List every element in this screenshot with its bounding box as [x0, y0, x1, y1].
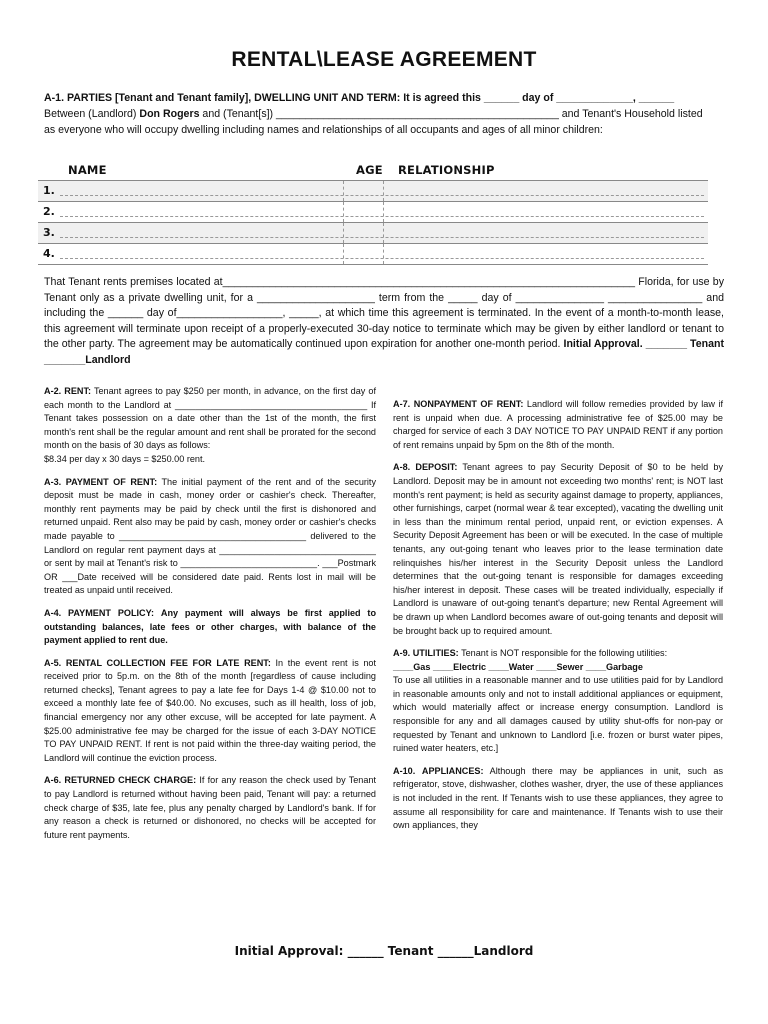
section-label: PAYMENT POLICY:	[68, 607, 155, 618]
section-label: RENTAL COLLECTION FEE FOR LATE RENT:	[65, 657, 271, 668]
header-name: NAME	[68, 163, 107, 177]
section-text: Tenant is NOT responsible for the following utilities:	[461, 648, 668, 659]
right-column	[393, 398, 723, 842]
parties-line-1: A-1. PARTIES [Tenant and Tenant family], DWELLING UNIT AND TERM: It is agreed this ______ day of _____________, ______	[44, 92, 675, 104]
section-appliances	[393, 765, 723, 833]
rent-proration: $8.34 per day x 30 days = $250.00 rent.	[44, 453, 206, 464]
document-title: RENTAL\LEASE AGREEMENT	[231, 48, 537, 71]
occupants-header	[38, 160, 708, 180]
header-relationship: RELATIONSHIP	[398, 163, 495, 177]
section-text: Any payment will always be first applied to outstanding balances, late fees or other charges, with balance of the payment applied to rent due.	[44, 607, 377, 646]
landlord-name: Don Rogers	[139, 108, 200, 120]
section-text: The initial payment of the rent and of the security deposit must be made in cash, money order or cashier's check. Thereafter, monthly rent payments may be paid by check until the first is dishonored and returned unpaid. Rent also may be paid by cash, money order or cashier's checks made payable to _____________________________________ delivered to the Landlord on regular rent payment days at _______________________________ or sent by mail at Tenant's risk to ___________________________. ___Postmark OR ___Date received will be considered date paid. Rents lost in mail will be treated as unpaid until received.	[44, 476, 377, 596]
section-nonpayment	[393, 398, 723, 452]
premises-clause	[44, 275, 724, 368]
header-age: AGE	[356, 163, 383, 177]
section-label: APPLIANCES:	[421, 765, 484, 776]
occupant-row[interactable]	[38, 180, 708, 201]
occupant-row[interactable]	[38, 243, 708, 264]
section-label: RENT:	[64, 386, 92, 396]
section-text: Landlord will follow remedies provided by law if rent is unpaid when due. A processing administrative fee of $25.00 may be charged for service of each 3 DAY NOTICE TO PAY UNPAID RENT if any portion of rent remains unpaid by 5pm on the 8th of the month.	[393, 399, 724, 450]
occupants-table	[38, 160, 708, 265]
section-number: A-10.	[393, 765, 416, 776]
section-rent	[44, 385, 376, 467]
row-number: 2.	[43, 205, 55, 218]
left-column	[44, 385, 376, 851]
section-number: A-4.	[44, 607, 62, 618]
section-payment-of-rent	[44, 476, 376, 598]
occupant-row[interactable]	[38, 222, 708, 243]
section-number: A-9.	[393, 648, 411, 659]
section-label: PAYMENT OF RENT:	[65, 476, 158, 487]
premises-text: That Tenant rents premises located at______________________________________________________________________ Florida, for use by Tenant only as a private dwelling unit, for a ____________________ term from the _____ day of _______________ ________________ and including the ______ day of__________________, _____, at which time this agreement is terminated. In the event of a month-to-month lease, this agreement will terminate upon receipt of a properly-executed 30-day notice to terminate which may be given by either landlord or tenant to the other party. The agreement may be automatically continued upon expiration for another one-month period.	[44, 276, 724, 350]
section-label: UTILITIES:	[412, 648, 459, 659]
section-label: DEPOSIT:	[415, 462, 458, 473]
row-number: 3.	[43, 226, 55, 239]
footer-initial-approval: Initial Approval: ______ Tenant ______Landlord	[234, 944, 534, 958]
section-text: If for any reason the check used by Tenant to pay Landlord is returned without having been paid, Tenant will pay: a returned check charge of $35, late fee, plus any penalty charged by Landlord's bank. If for any reason a check is returned or dishonored, no checks will be accepted for future rent payments.	[44, 775, 376, 840]
section-payment-policy	[44, 607, 376, 648]
section-utilities	[393, 647, 723, 756]
parties-between: Between (Landlord)	[44, 108, 137, 120]
section-text: In the event rent is not received prior to 5p.m. on the 8th of the month [regardless of cause including returned checks], Tenant agrees to pay a late fee for Days 1-4 @ $10.00 not to exceed a monthly late fee of $40.00. No excuses, such as ill health, loss of job, financial emergency nor any other excuse, will be accepted for late payment. A $25.00 administrative fee may be charged for the issue of each 3-DAY NOTICE TO PAY UNPAID RENT. If rent is not paid within the three-day waiting period, the Landlord will continue the eviction process.	[44, 657, 377, 763]
section-text: Tenant agrees to pay $250 per month, in advance, on the first day of each month to the Landlord at ______________________________________ If Tenant takes possession on a date other than the 1st of the month, the first month's rent shall be the regular amount and rent shall be prorated for the second month on the basis of 30 days as follows:	[44, 386, 376, 451]
section-number: A-3.	[44, 476, 62, 487]
parties-clause	[44, 90, 708, 138]
section-deposit	[393, 461, 723, 638]
section-text: To use all utilities in a reasonable manner and to use utilities paid for by Landlord in reasonable amounts only and not to install additional appliances or equipment, which would materially affect or increase energy consumption. Landlord is responsible for any and all damages caused by utility shut-offs for non-pay or requested by Tenant and unknown to Landlord [i.e. frozen or burst water pipes, ruined water heaters, etc.]	[393, 675, 723, 754]
section-number: A-8.	[393, 462, 411, 473]
section-text: Although there may be appliances in unit, such as refrigerator, stove, dishwasher, clothes washer, dryer, the use of these appliances is not included in the rent. If Tenants wish to use these appliances, they agree to assume all responsibility for care and maintenance. If Tenants wish to use their own appliances, they	[393, 765, 723, 831]
section-number: A-7.	[393, 399, 411, 409]
premises-initial-approval: Initial Approval. _______ Tenant _______Landlord	[44, 338, 724, 366]
section-late-fee	[44, 657, 376, 766]
section-text: Tenant agrees to pay Security Deposit of $0 to be held by Landlord. Deposit may be in amount not exceeding two months' rent; is NOT last month's rent payment; is held as security against damage to property, appliances, other furnishings, carpet (normal wear & tear excepted), vacating the dwelling unit in less than the minimum rental period, unpaid rent, or eviction expenses. A Security Deposit Agreement has been or will be executed. In the case of multiple tenants, any out-going tenant who leaves prior to the lease termination date relinquishes his/her interest in the Security Deposit unless the Landlord determines that the out-going tenant is responsible for damages exceeding his/her interest in deposit. These cases will be treated individually, especially if Landlord is unaware of out-going tenant's departure; new Rental Agreement will be drawn up when Landlord becomes aware of out-going tenants and deposit will be brought back up to required amount.	[393, 462, 723, 636]
row-number: 1.	[43, 184, 55, 197]
occupant-row[interactable]	[38, 201, 708, 222]
section-returned-check	[44, 774, 376, 842]
section-number: A-2.	[44, 386, 62, 396]
section-label: NONPAYMENT OF RENT:	[413, 399, 524, 409]
section-number: A-5.	[44, 657, 62, 668]
section-label: RETURNED CHECK CHARGE:	[64, 775, 197, 786]
section-number: A-6.	[44, 775, 62, 786]
parties-tenant-line: and (Tenant[s]) ________________________________________________ and Tenant's Household listed as everyone who will occupy dwelling including names and relationships of all occupants and ages of all minor children:	[44, 108, 703, 136]
utilities-checklist: ____Gas ____Electric ____Water ____Sewer ____Garbage	[393, 661, 643, 672]
row-number: 4.	[43, 247, 55, 260]
